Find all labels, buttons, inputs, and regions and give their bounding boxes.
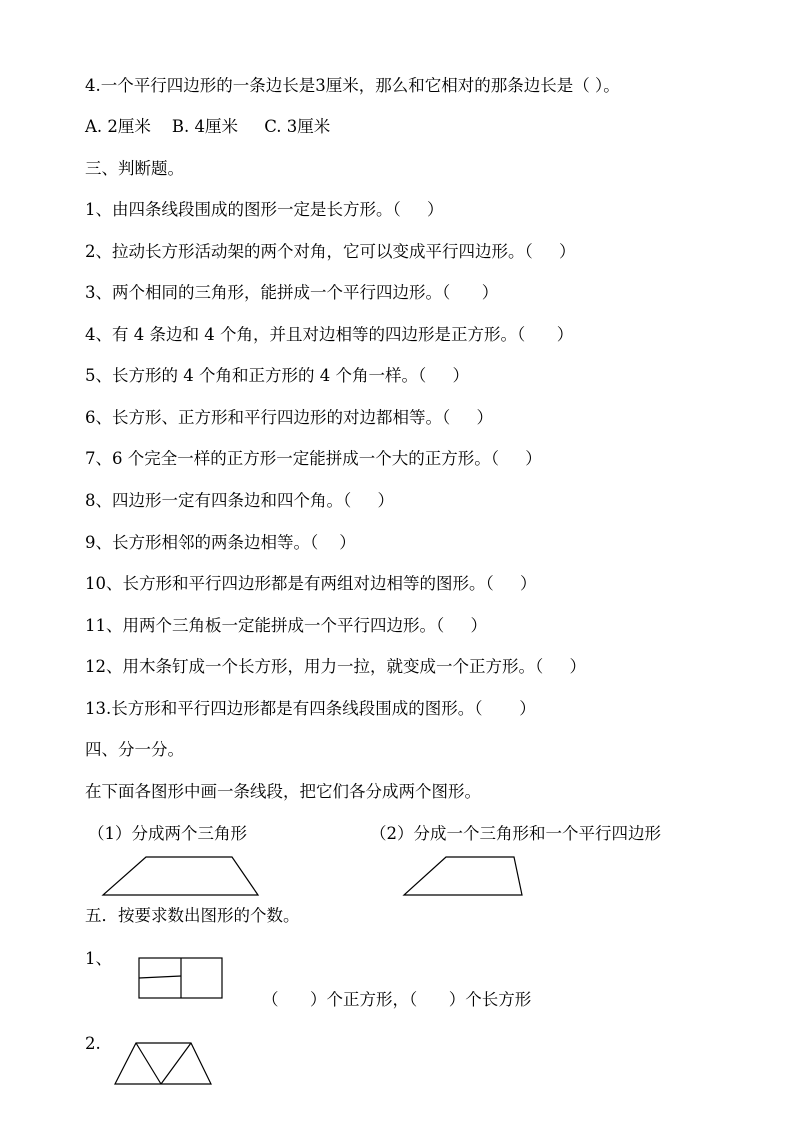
- rectangle-grid-figure: [139, 958, 222, 998]
- section4-instruction: 在下面各图形中画一条线段，把它们各分成两个图形。: [85, 782, 481, 801]
- judge-item-10: 10、长方形和平行四边形都是有两组对边相等的图形。（ ）: [85, 574, 537, 593]
- q4-question: 4.一个平行四边形的一条边长是3厘米，那么和它相对的那条边长是（ ）。: [85, 76, 620, 95]
- section4-title: 四、分一分。: [85, 740, 184, 759]
- judge-item-11: 11、用两个三角板一定能拼成一个平行四边形。（ ）: [85, 616, 487, 635]
- judge-item-3: 3、两个相同的三角形，能拼成一个平行四边形。（ ）: [85, 283, 499, 302]
- section5-title: 五．按要求数出图形的个数。: [85, 906, 300, 925]
- section5-q2-label: 2.: [85, 1034, 101, 1053]
- judge-item-9: 9、长方形相邻的两条边相等。（ ）: [85, 533, 356, 552]
- judge-item-6: 6、长方形、正方形和平行四边形的对边都相等。（ ）: [85, 408, 493, 427]
- section5-q1-label: 1、: [85, 949, 112, 968]
- section5-q1-blanks: （ ）个正方形，（ ）个长方形: [262, 990, 532, 1009]
- judge-item-1: 1、由四条线段围成的图形一定是长方形。（ ）: [85, 200, 444, 219]
- judge-item-2: 2、拉动长方形活动架的两个对角，它可以变成平行四边形。（ ）: [85, 242, 576, 261]
- section4-part1-label: （1）分成两个三角形: [88, 824, 247, 843]
- q4-options: A. 2厘米 B. 4厘米 C. 3厘米: [85, 117, 331, 136]
- section4-part2-label: （2）分成一个三角形和一个平行四边形: [370, 824, 661, 843]
- judge-item-7: 7、6 个完全一样的正方形一定能拼成一个大的正方形。（ ）: [85, 449, 542, 468]
- judge-item-5: 5、长方形的 4 个角和正方形的 4 个角一样。（ ）: [85, 366, 469, 385]
- judge-item-8: 8、四边形一定有四条边和四个角。（ ）: [85, 491, 394, 510]
- judge-item-4: 4、有 4 条边和 4 个角，并且对边相等的四边形是正方形。（ ）: [85, 325, 574, 344]
- judge-item-13: 13.长方形和平行四边形都是有四条线段围成的图形。（ ）: [85, 699, 536, 718]
- trapezoid-figure: [404, 857, 522, 895]
- parallelogram-figure: [103, 857, 258, 895]
- triangles-trapezoid-figure: [115, 1043, 211, 1084]
- section3-title: 三、判断题。: [85, 159, 184, 178]
- judge-item-12: 12、用木条钉成一个长方形，用力一拉，就变成一个正方形。（ ）: [85, 657, 586, 676]
